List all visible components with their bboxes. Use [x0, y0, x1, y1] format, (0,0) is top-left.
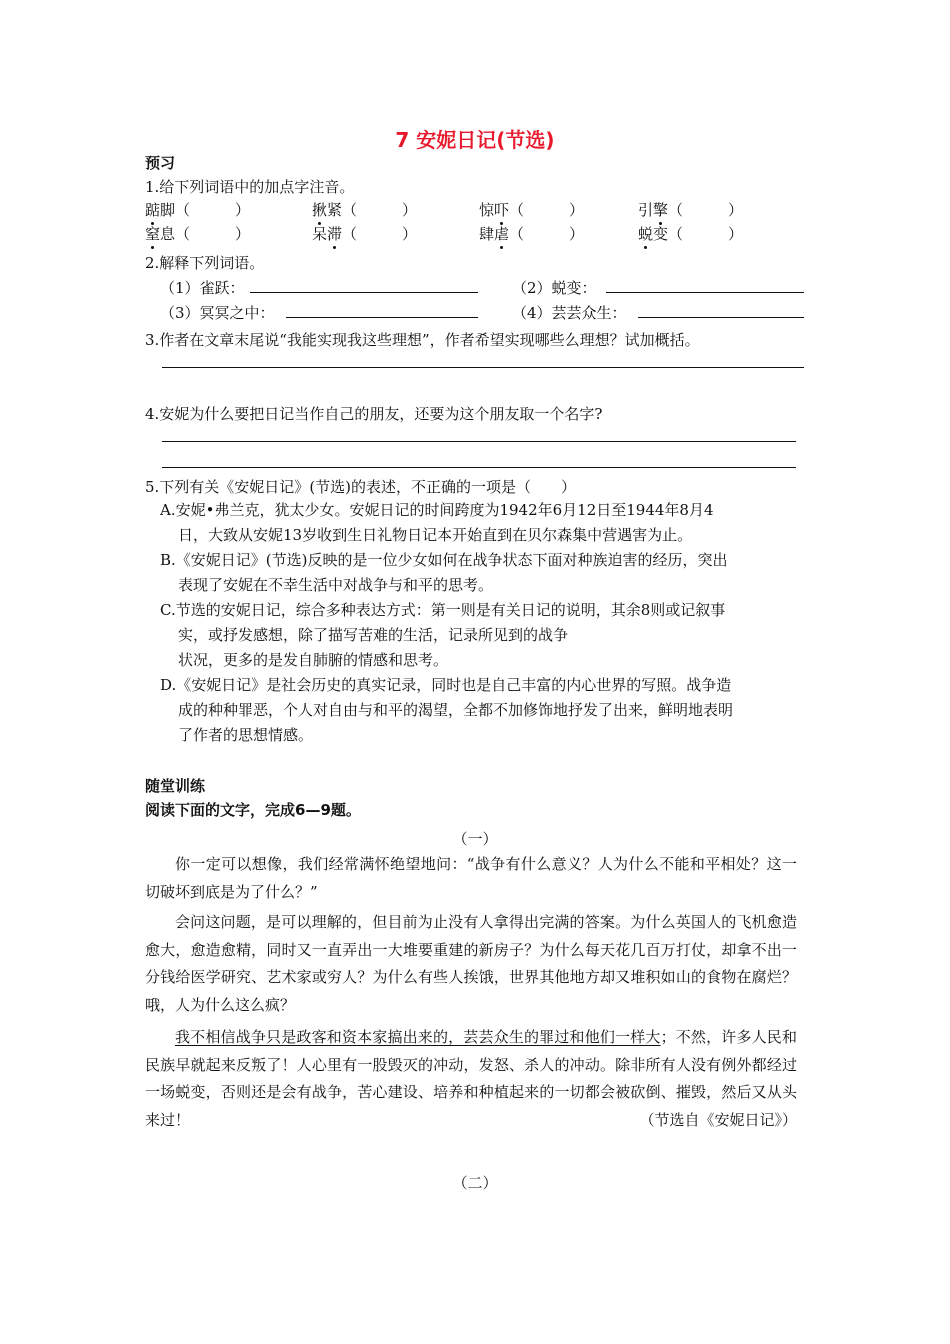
section-heading-practice: 随堂训练	[145, 777, 206, 795]
dotted-char: 擎	[653, 201, 669, 219]
dotted-char: 滞	[327, 225, 343, 243]
pinyin-item: 踮脚（ ）	[145, 201, 251, 219]
answer-blank[interactable]	[638, 317, 804, 318]
page-title: 7 安妮日记(节选)	[395, 128, 555, 152]
pinyin-item: 揪紧（ ）	[312, 201, 418, 219]
dotted-char: 踮	[145, 201, 161, 219]
definition-item: （2）蜕变：	[512, 279, 597, 297]
underlined-sentence: 我不相信战争只是政客和资本家搞出来的，芸芸众生的罪过和他们一样大	[175, 1028, 661, 1046]
definition-item: （1）雀跃：	[160, 279, 245, 297]
answer-line[interactable]	[162, 467, 796, 468]
pinyin-item: 肆虐（ ）	[479, 225, 585, 243]
option-text: 了作者的思想情感。	[178, 726, 314, 744]
option-text: 状况，更多的是发自肺腑的情感和思考。	[178, 651, 449, 669]
question-2: 2.解释下列词语。	[145, 254, 265, 272]
reading-instruction: 阅读下面的文字，完成6—9题。	[145, 801, 361, 819]
dotted-char: 窒	[145, 225, 161, 243]
passage-1-label: （一）	[452, 830, 498, 848]
dotted-char: 蜕	[638, 225, 654, 243]
option-a[interactable]	[160, 498, 800, 548]
answer-line[interactable]	[162, 367, 804, 368]
option-text: 表现了安妮在不幸生活中对战争与和平的思考。	[178, 576, 494, 594]
definition-item: （4）芸芸众生：	[512, 304, 627, 322]
option-text: B.《安妮日记》(节选)反映的是一位少女如何在战争状态下面对种族迫害的经历，突出	[160, 551, 728, 569]
passage-2-label: （二）	[452, 1174, 498, 1192]
passage-paragraph	[145, 1024, 797, 1134]
question-1: 1.给下列词语中的加点字注音。	[145, 178, 355, 196]
option-c[interactable]	[160, 598, 800, 673]
passage-paragraph: 会问这问题，是可以理解的，但目前为止没有人拿得出完满的答案。为什么英国人的飞机愈造愈大，愈造愈精，同时又一直弄出一大堆要重建的新房子？为什么每天花几百万打仗，却拿不出一分钱给医学研究、艺术家或穷人？为什么有些人挨饿，世界其他地方却又堆积如山的食物在腐烂？哦，人为什么这么疯？	[145, 913, 797, 1014]
question-5: 5.下列有关《安妮日记》(节选)的表述，不正确的一项是（ ）	[145, 478, 577, 496]
option-text: 日，大致从安妮13岁收到生日礼物日记本开始直到在贝尔森集中营遇害为止。	[178, 526, 693, 544]
question-3: 3.作者在文章末尾说“我能实现我这些理想”，作者希望实现哪些么理想？试加概括。	[145, 331, 700, 349]
option-text: 实，或抒发感想，除了描写苦难的生活，记录所见到的战争	[178, 626, 569, 644]
option-text: C.节选的安妮日记，综合多种表达方式：第一则是有关日记的说明，其余8则或记叙事	[160, 601, 726, 619]
paragraph-text: ；不然，许多人民和民族早就起来反叛了！人心里有一股毁灭的冲动，发怒、杀人的冲动。除非所有人没有例外都经过一场蜕变，否则还是会有战争，苦心建设、培养和种植起来的一切都会被砍倒、摧毁，然后又从头来过！	[145, 1028, 797, 1129]
option-b[interactable]	[160, 548, 800, 598]
dotted-char: 吓	[494, 201, 510, 219]
answer-line[interactable]	[162, 441, 796, 442]
option-text: 成的种种罪恶，个人对自由与和平的渴望，全都不加修饰地抒发了出来，鲜明地表明	[178, 701, 734, 719]
pinyin-item: 窒息（ ）	[145, 225, 251, 243]
pinyin-item: 惊吓（ ）	[479, 201, 585, 219]
passage-paragraph: 你一定可以想像，我们经常满怀绝望地问：“战争有什么意义？人为什么不能和平相处？这一切破坏到底是为了什么？”	[145, 855, 797, 901]
answer-blank[interactable]	[250, 292, 478, 293]
option-text: D.《安妮日记》是社会历史的真实记录，同时也是自己丰富的内心世界的写照。战争造	[160, 676, 732, 694]
question-4: 4.安妮为什么要把日记当作自己的朋友，还要为这个朋友取一个名字?	[145, 405, 603, 423]
answer-blank[interactable]	[286, 317, 478, 318]
dotted-char: 揪	[312, 201, 328, 219]
source-note: （节选自《安妮日记》）	[639, 1110, 797, 1129]
pinyin-item: 呆滞（ ）	[312, 225, 418, 243]
option-text: A.安妮•弗兰克，犹太少女。安妮日记的时间跨度为1942年6月12日至1944年8月4	[160, 501, 714, 519]
definition-item: （3）冥冥之中：	[160, 304, 275, 322]
pinyin-item: 引擎（ ）	[638, 201, 744, 219]
section-heading-preview: 预习	[145, 154, 176, 172]
pinyin-item: 蜕变（ ）	[638, 225, 744, 243]
answer-blank[interactable]	[606, 292, 804, 293]
option-d[interactable]	[160, 673, 800, 748]
dotted-char: 虐	[494, 225, 510, 243]
